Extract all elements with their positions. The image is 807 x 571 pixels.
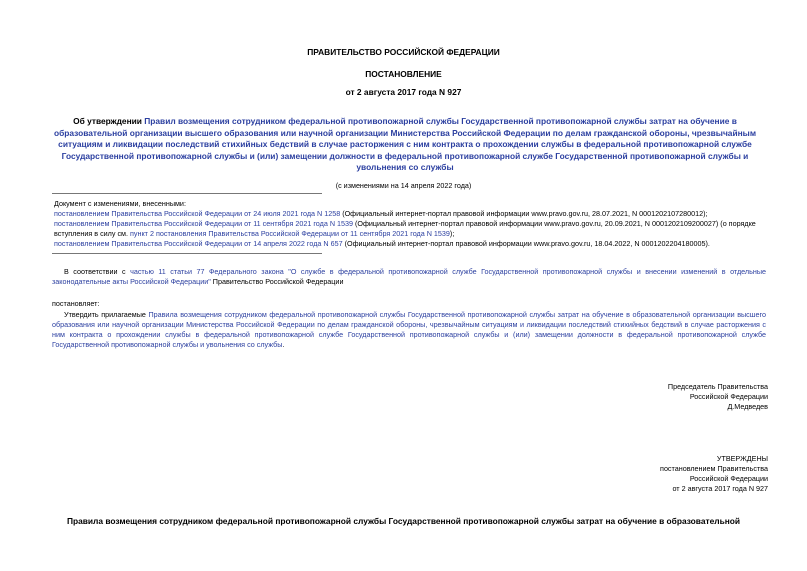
amendments-top-divider — [52, 193, 322, 194]
approve-suffix: . — [282, 340, 285, 349]
signature-name: Д.Медведев — [727, 402, 768, 411]
federal-law-link[interactable]: частью 11 статьи 77 Федерального закона "О службе в федеральной противопожарной службе Государственной противопожарной службы и внесении изменений в отдельные законодательные акты Российской Федерации" — [52, 267, 766, 286]
amendment-link[interactable]: пункт 2 постановления Правительства Российской Федерации от 11 сентября 2021 года N 1539 — [130, 229, 450, 238]
title-prefix: Об утверждении — [73, 116, 145, 126]
amendment-source: (Официальный интернет-портал правовой информации www.pravo.gov.ru, 18.04.2022, N 0001202204180005). — [342, 239, 710, 248]
amendments-intro: Документ с изменениями, внесенными: — [54, 199, 186, 208]
title-rules-link[interactable]: Правил возмещения сотрудником федеральной противопожарной службы Государственной противопожарной службы затрат на обучение в образовательной организации высшего образования или научной организации Министерства Российской Федерации по делам гражданской обороны, чрезвычайным ситуациям и ликвидации последствий стихийных бедствий в случае расторжения с ним контракта о прохождении службы в федеральной противопожарной службе Государственной противопожарной службы и (или) замещении должности в федеральной противопожарной службе Государственной противопожарной службы и увольнения со службы — [53, 116, 757, 172]
approve-paragraph — [52, 310, 766, 350]
amendment-item — [54, 209, 766, 219]
amendment-link[interactable]: постановлением Правительства Российской Федерации от 14 апреля 2022 года N 657 — [54, 239, 343, 248]
amendments-block — [54, 199, 766, 249]
basis-suffix: Правительство Российской Федерации — [210, 277, 344, 286]
revision-note: (с изменениями на 14 апреля 2022 года) — [335, 181, 472, 190]
basis-paragraph — [52, 267, 766, 287]
amendment-item — [54, 239, 766, 249]
document-type-heading: ПОСТАНОВЛЕНИЕ — [365, 69, 442, 79]
amendment-link[interactable]: постановлением Правительства Российской Федерации от 11 сентября 2021 года N 1539 — [54, 219, 354, 228]
basis-prefix: В соответствии с — [64, 267, 131, 276]
approved-country: Российской Федерации — [689, 474, 768, 483]
signature-position: Председатель Правительства — [667, 382, 768, 391]
amendment-source: ); — [449, 229, 455, 238]
approved-date: от 2 августа 2017 года N 927 — [672, 484, 768, 493]
signature-country: Российской Федерации — [689, 392, 768, 401]
amendment-source: (Официальный интернет-портал правовой информации www.pravo.gov.ru, 20.09.2021, N 0001202109200027) (о порядке вступления в силу см. — [54, 219, 756, 238]
approved-label: УТВЕРЖДЕНЫ — [716, 454, 768, 463]
amendment-item — [54, 219, 766, 239]
approved-block — [500, 454, 768, 494]
approved-rules-link[interactable]: Правила возмещения сотрудником федеральной противопожарной службы Государственной противопожарной службы затрат на обучение в образовательной организации высшего образования или научной организации Министерства Российской Федерации по делам гражданской обороны, чрезвычайным ситуациям и ликвидации последствий стихийных бедствий в случае расторжения с ним контракта о прохождении службы в федеральной противопожарной службе Государственной противопожарной службы и (или) замещении должности в федеральной противопожарной службе Государственной противопожарной службы и увольнения со службы — [52, 310, 766, 349]
amendment-source: (Официальный интернет-портал правовой информации www.pravo.gov.ru, 28.07.2021, N 0001202107280012); — [340, 209, 708, 218]
amendment-link[interactable]: постановлением Правительства Российской Федерации от 24 июля 2021 года N 1258 — [54, 209, 341, 218]
approve-prefix: Утвердить прилагаемые — [64, 310, 149, 319]
document-title — [52, 116, 758, 174]
rules-heading: Правила возмещения сотрудником федеральной противопожарной службы Государственной противопожарной службы затрат на обучение в образовательной — [66, 516, 741, 526]
government-heading: ПРАВИТЕЛЬСТВО РОССИЙСКОЙ ФЕДЕРАЦИИ — [307, 47, 500, 57]
resolves-label: постановляет: — [52, 299, 100, 308]
approved-by: постановлением Правительства — [660, 464, 768, 473]
signature-block — [500, 382, 768, 412]
amendments-bottom-divider — [52, 253, 322, 254]
document-date-number: от 2 августа 2017 года N 927 — [345, 87, 462, 97]
